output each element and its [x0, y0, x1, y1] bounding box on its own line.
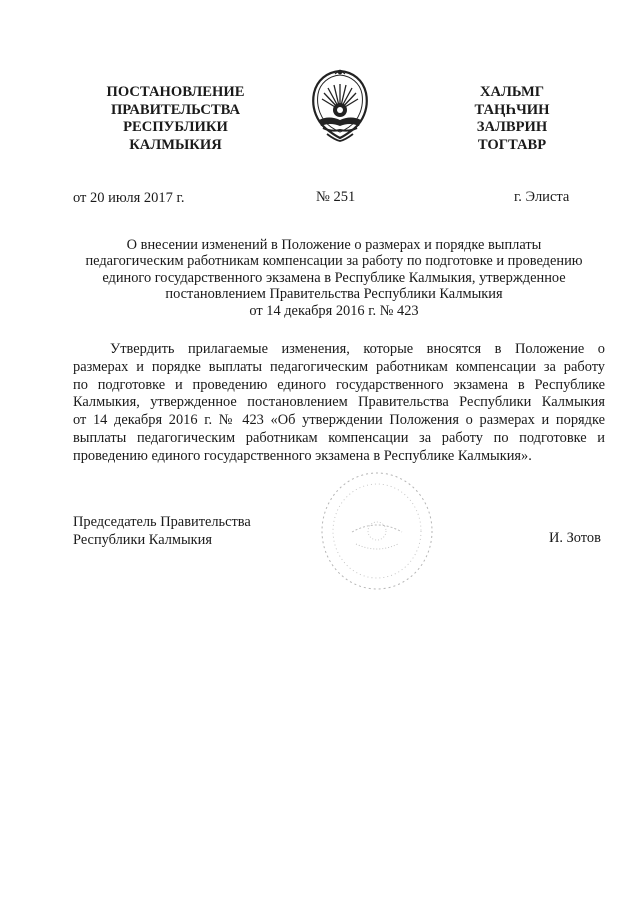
body-line: Утвердить прилагаемые изменения, которые вносятся в Положение о: [110, 341, 605, 357]
body-line: от 14 декабря 2016 г. № 423 «Об утверждении Положения о размерах и порядке: [73, 412, 605, 429]
title-line: единого государственного экзамена в Республике Калмыкия, утвержденное: [102, 269, 566, 286]
header-left-line: РЕСПУБЛИКИ: [123, 119, 228, 135]
body-line: Калмыкия, утвержденное постановлением Правительства Республики Калмыкия: [73, 394, 605, 411]
signatory-position-line: Председатель Правительства: [73, 514, 251, 530]
header-left-line: ПОСТАНОВЛЕНИЕ: [106, 84, 245, 100]
title-line: педагогическим работникам компенсации за работу по подготовке и проведению: [85, 253, 583, 270]
title-line: постановлением Правительства Республики Калмыкия: [165, 286, 503, 303]
title-line: О внесении изменений в Положение о размерах и порядке выплаты: [126, 237, 542, 253]
document-city: г. Элиста: [514, 189, 570, 205]
kalmykia-emblem-icon: [305, 68, 375, 144]
faded-seal-stamp-icon: [318, 470, 436, 592]
signatory-name: И. Зотов: [549, 530, 601, 546]
signatory-position: [73, 514, 251, 549]
body-paragraph: [73, 341, 605, 466]
header-left-line: ПРАВИТЕЛЬСТВА: [110, 101, 241, 118]
body-line: проведению единого государственного экзамена в Республике Калмыкия».: [73, 447, 532, 464]
header-right-line: ТОГТАВР: [477, 136, 547, 153]
signatory-position-line: Республики Калмыкия: [73, 531, 212, 548]
body-line: выплаты педагогическим работникам компенсации за работу по подготовке и: [73, 429, 605, 446]
title-line: от 14 декабря 2016 г. № 423: [249, 302, 419, 319]
body-line: по подготовке и проведению единого государственного экзамена в Республике: [73, 376, 605, 393]
body-line: размерах и порядке выплаты педагогическим работникам компенсации за работу: [73, 358, 605, 375]
document-date: от 20 июля 2017 г.: [73, 190, 185, 206]
header-right-line: ТАҢҺЧИН: [474, 101, 550, 118]
header-right-title: [452, 84, 572, 154]
document-title: [68, 237, 600, 319]
header-right-line: ХАЛЬМГ: [479, 84, 545, 100]
header-left-title: [88, 84, 263, 154]
header-left-line: КАЛМЫКИЯ: [129, 136, 222, 153]
document-number: № 251: [316, 189, 356, 205]
header-right-line: ЗАЛВРИН: [476, 119, 548, 135]
